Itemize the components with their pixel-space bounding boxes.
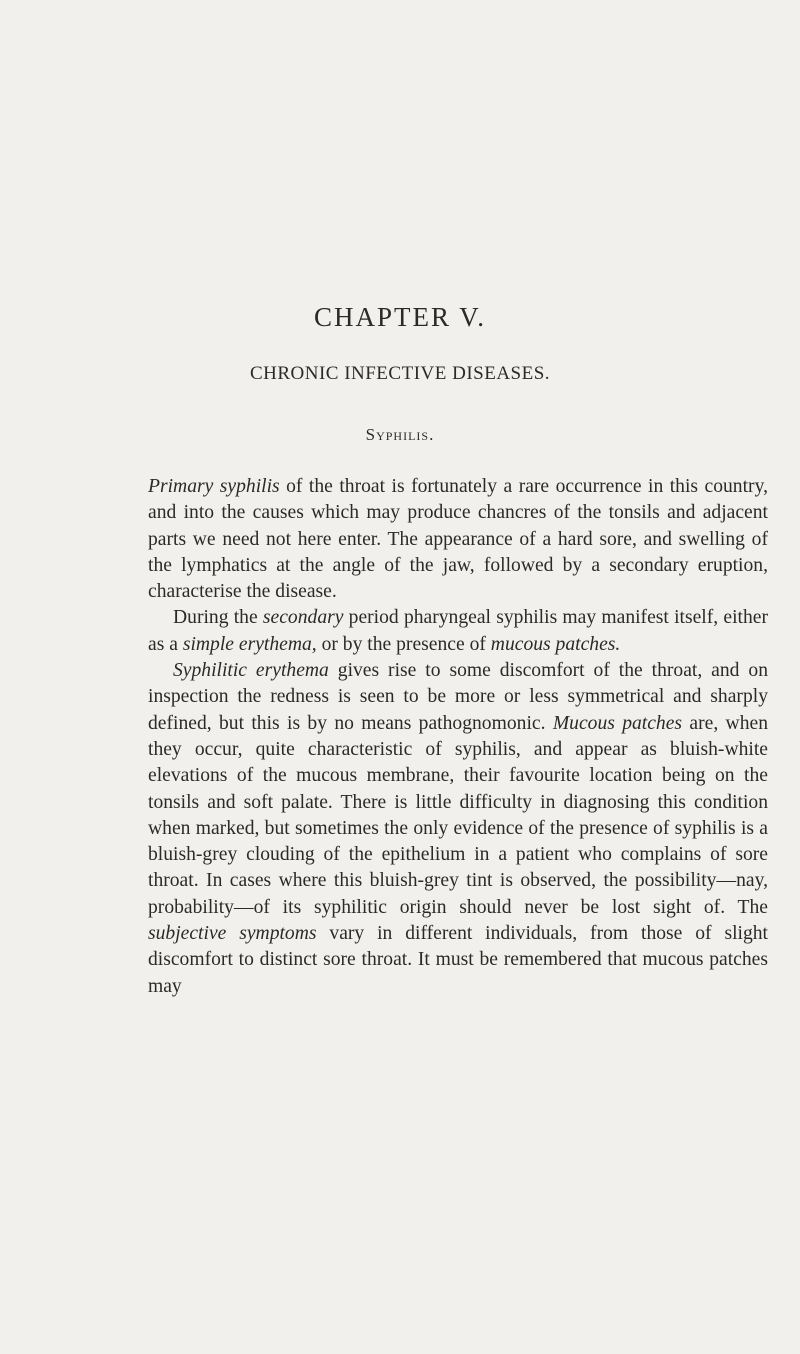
text-run: are, when they occur, quite characteristic of syphilis, and appear as bluish-white elevations of the mucous membrane, their favourite location being on the tonsils and soft palate. There is little difficulty in diagnosing this condition when marked, but sometimes the only evidence of the presence of syphilis is a bluish-grey clouding of the epithelium in a patient who complains of sore throat. In cases where this bluish-grey tint is observed, the possibility—nay, probability—of its syphilitic origin should never be lost sight of. The [148, 712, 768, 918]
text-run: mucous patches. [490, 633, 621, 655]
text-run: Primary syphilis [148, 476, 280, 497]
paragraph-syphilitic-erythema [148, 658, 768, 1000]
text-run: secondary [262, 607, 344, 629]
section-title: Syphilis. [365, 425, 435, 444]
paragraph-primary-syphilis [148, 474, 768, 605]
text-run: period pharyngeal syphilis may manifest itself, either as a [148, 607, 768, 655]
text-run: During the [173, 607, 263, 629]
text-run: Syphilitic erythema [173, 660, 329, 682]
text-run: simple erythema, [182, 633, 317, 655]
text-run: of the throat is fortunately a rare occurrence in this country, and into the causes which may produce chancres of the tonsils and adjacent parts we need not here enter. The appearance of a hard sore, and swelling of the lymphatics at the angle of the jaw, followed by a secondary eruption, characterise the disease. [148, 476, 768, 603]
paragraph-secondary-period [148, 605, 768, 658]
text-run: or by the presence of [316, 633, 491, 655]
body-text [148, 474, 768, 1000]
chapter-subtitle: CHRONIC INFECTIVE DISEASES. [249, 363, 551, 384]
text-run: gives rise to some discomfort of the throat, and on inspection the redness is seen to be more or less symmetrical and sharply defined, but this is by no means pathognomonic. [148, 660, 768, 734]
text-run: vary in different individuals, from those of slight discomfort to distinct sore throat. It must be remembered that mucous patches may [148, 923, 768, 997]
chapter-title: CHAPTER V. [313, 302, 487, 332]
text-run: subjective symptoms [148, 923, 317, 945]
text-run: Mucous patches [552, 712, 683, 734]
